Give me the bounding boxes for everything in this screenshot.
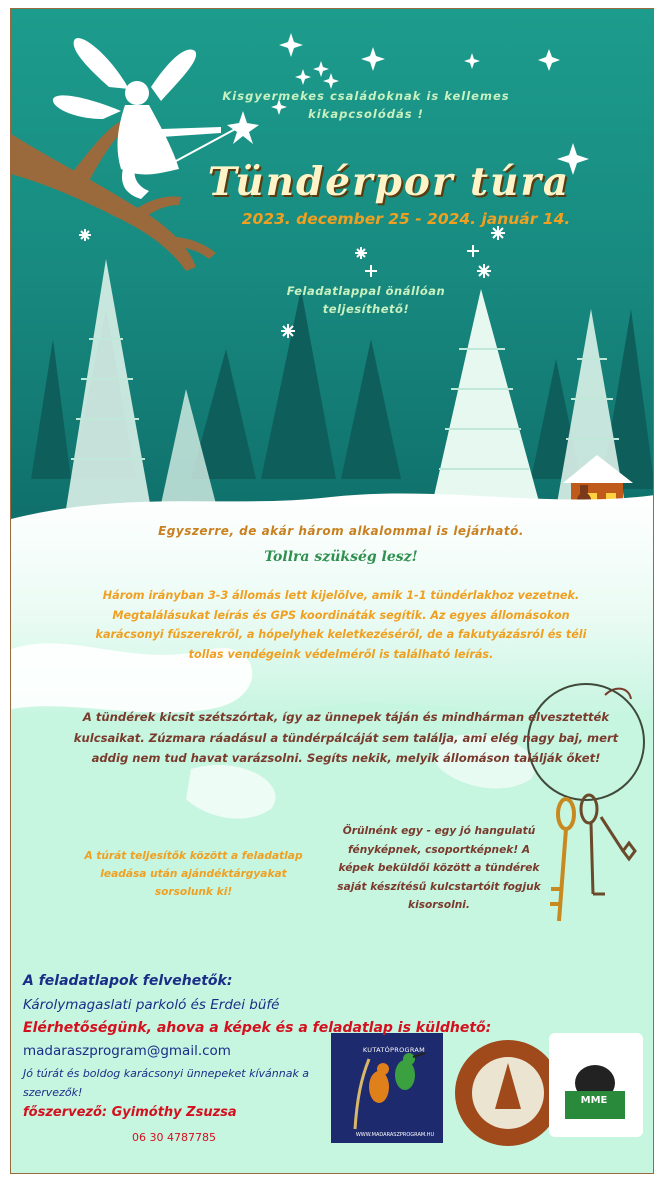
raffle-note: A túrát teljesítők között a feladatlap leadása után ajándéktárgyakat sorsolunk ki!: [84, 850, 303, 898]
bird-logo-title: KUTATÓPROGRAM: [362, 1046, 426, 1054]
poster-title: Tündérpor túra: [207, 159, 571, 205]
photo-contest-note: Örülnénk egy - egy jó hangulatú fényképnek, csoportképnek! A képek beküldői között a tündérek saját készítésű kulcstartóit fogjuk kisorsolni.: [337, 825, 541, 911]
task-sheet-note: Feladatlappal önállóan teljesíthető!: [286, 284, 446, 316]
contact-email: madaraszprogram@gmail.com: [23, 1043, 231, 1059]
poster-subtitle: Kisgyermekes családoknak is kellemes kikapcsolódás !: [222, 89, 510, 121]
organizer-phone: 06 30 4787785: [132, 1131, 216, 1144]
story-text: A tündérek kicsit szétszórtak, így az ünnepek táján és mindhárman elvesztették kulcsaikat. Zúzmara ráadásul a tündérpálcáját sem találja, ami elég nagy baj, mert addig nem tud havat varázsolni. Segíts nekik, melyik állomáson találják őket!: [73, 710, 619, 765]
contact-heading: Elérhetőségünk, ahova a képek és a feladatlap is küldhető:: [23, 1020, 492, 1036]
organizers-wishes: Jó túrát és boldog karácsonyi ünnepeket kívánnak a szervezők!: [23, 1067, 310, 1099]
repeat-note: Egyszerre, de akár három alkalommal is lejárható.: [158, 524, 524, 538]
mme-logo-name: MME: [580, 1095, 608, 1106]
event-dates: 2023. december 25 - 2024. január 14.: [241, 210, 571, 228]
pickup-heading: A feladatlapok felvehetők:: [23, 973, 233, 989]
main-organizer: főszervező: Gyimóthy Zsuzsa: [23, 1105, 237, 1120]
stations-description: Három irányban 3-3 állomás lett kijelölve, amik 1-1 tündérlakhoz vezetnek. Megtalálásukat leírás és GPS koordináták segítik. Az egyes állomásokon karácsonyi fűszerekről, a hópelyhek keletkezéséről, de a fakutyázásról és téli tollas vendégeink védelméről is található leírás.: [95, 589, 587, 661]
pen-note: Tollra szükség lesz!: [264, 549, 418, 565]
poster-frame: [10, 8, 654, 1174]
bird-logo-url: WWW.MADARASZPROGRAM.HU: [355, 1132, 435, 1138]
pickup-places: Károlymagaslati parkoló és Erdei büfé: [23, 997, 280, 1013]
